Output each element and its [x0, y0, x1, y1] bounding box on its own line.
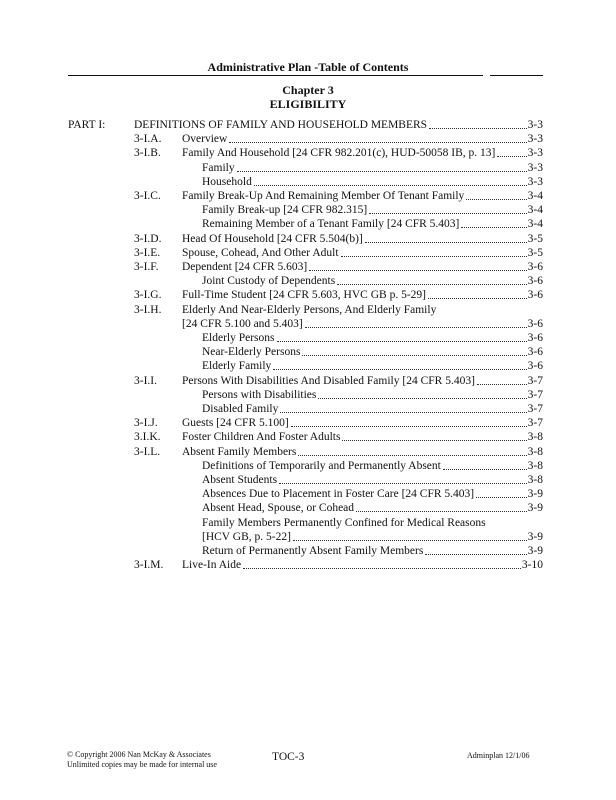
dot-leader [273, 369, 526, 370]
toc-entry[interactable] [202, 459, 543, 473]
toc-entry-page: 3-3 [527, 119, 543, 131]
toc-entry[interactable] [182, 189, 543, 203]
footer-copyright: © Copyright 2006 Nan McKay & Associates [67, 750, 211, 759]
toc-entry-title: Absent Head, Spouse, or Cohead [202, 502, 355, 515]
dot-leader [302, 355, 526, 356]
dot-leader [280, 412, 526, 413]
toc-entry[interactable] [202, 516, 543, 530]
toc-entry-page: 3-8 [527, 431, 543, 444]
dot-leader [293, 540, 527, 541]
toc-entry-title: Elderly Family [202, 360, 272, 373]
toc-entry-title: Guests [24 CFR 5.100] [182, 417, 289, 430]
toc-entry-title: Remaining Member of a Tenant Family [24 CFR 5.403] [202, 218, 460, 231]
toc-entry-title: Elderly And Near-Elderly Persons, And Elderly Family [182, 303, 437, 316]
toc-entry[interactable] [202, 161, 543, 175]
toc-entry-title: Foster Children And Foster Adults [182, 431, 341, 444]
dot-leader [356, 511, 527, 512]
toc-entry-title: Absences Due to Placement in Foster Care [24 CFR 5.403] [202, 488, 475, 501]
toc-entry-code: 3-I.C. [134, 190, 161, 202]
dot-leader [305, 327, 527, 328]
toc-entry-code: 3-I.B. [134, 147, 161, 160]
footer-page-number: TOC-3 [272, 751, 305, 763]
toc-entry[interactable] [202, 473, 543, 487]
toc-entry-title: Joint Custody of Dependents [202, 275, 336, 288]
toc-entry[interactable] [202, 530, 543, 544]
footer-note: Unlimited copies may be made for internal use [67, 760, 217, 769]
toc-entry-page: 3-3 [527, 161, 543, 174]
toc-entry-title: [24 CFR 5.100 and 5.403] [182, 317, 303, 330]
toc-entry-code: 3-I.F. [134, 261, 159, 273]
toc-entry-page: 3-7 [527, 403, 543, 415]
toc-entry[interactable] [202, 388, 543, 402]
toc-entry[interactable] [182, 558, 543, 572]
toc-entry-page: 3-4 [527, 190, 543, 202]
toc-entry-page: 3-5 [527, 246, 543, 259]
toc-entry-page: 3-6 [527, 317, 543, 330]
toc-entry-page: 3-9 [527, 545, 543, 557]
part-label: PART I: [68, 119, 106, 131]
dot-leader [237, 171, 527, 172]
toc-entry[interactable] [202, 501, 543, 515]
toc-entry-title: Absent Family Members [182, 445, 297, 458]
toc-entry-page: 3-4 [527, 218, 543, 231]
dot-leader [342, 440, 526, 441]
dot-leader [428, 298, 527, 299]
toc-entry-page: 3-6 [527, 289, 543, 302]
dot-leader [337, 284, 526, 285]
dot-leader [298, 455, 526, 456]
toc-entry-page: 3-4 [527, 204, 543, 217]
toc-entry-title: Disabled Family [202, 403, 279, 415]
toc-entry-page: 3-8 [527, 474, 543, 486]
toc-entry-page: 3-9 [527, 502, 543, 515]
toc-entry-title: DEFINITIONS OF FAMILY AND HOUSEHOLD MEMBERS [134, 119, 428, 131]
toc-entry-title: Full-Time Student [24 CFR 5.603, HVC GB p. 5-29] [182, 289, 426, 302]
dot-leader [318, 398, 526, 399]
toc-entry-code: 3-I.L. [134, 445, 161, 458]
dot-leader [341, 256, 527, 257]
toc-entry-title: Near-Elderly Persons [202, 346, 301, 359]
toc-entry-code: 3.I.K. [134, 431, 161, 444]
toc-entry-code: 3-I.G. [134, 289, 162, 302]
toc-entry[interactable] [182, 445, 543, 459]
dot-leader [461, 227, 526, 228]
toc-entry-page: 3-9 [527, 488, 543, 501]
toc-entry-page: 3-7 [527, 388, 543, 401]
toc-entry-title: Family Break-up [24 CFR 982.315] [202, 204, 368, 217]
toc-entry-code: 3-I.D. [134, 232, 162, 245]
header-rule-short [490, 75, 543, 76]
toc-entry-page: 3-8 [527, 445, 543, 458]
toc-entry-page: 3-5 [527, 232, 543, 245]
toc-entry-title: Family And Household [24 CFR 982.201(c), HUD-50058 IB, p. 13] [182, 147, 496, 160]
dot-leader [443, 469, 527, 470]
toc-entry[interactable] [202, 274, 543, 288]
dot-leader [466, 199, 526, 200]
toc-entry-page: 3-10 [521, 559, 543, 572]
toc-entry-page: 3-6 [527, 332, 543, 344]
toc-entry[interactable] [182, 146, 543, 160]
toc-entry[interactable] [202, 203, 543, 217]
toc-entry-title: Return of Permanently Absent Family Members [202, 545, 424, 557]
toc-entry[interactable] [202, 359, 543, 373]
toc-entry-page: 3-6 [527, 346, 543, 359]
document-header: Administrative Plan -Table of Contents [207, 60, 409, 74]
toc-entry[interactable] [182, 374, 543, 388]
toc-entry[interactable] [182, 303, 543, 317]
toc-entry-title: Definitions of Temporarily and Permanently Absent [202, 459, 441, 472]
dot-leader [369, 213, 527, 214]
dot-leader [476, 497, 527, 498]
toc-entry-code: 3-I.E. [134, 246, 161, 259]
toc-entry-code: 3-I.H. [134, 303, 162, 316]
dot-leader [291, 426, 527, 427]
header-rule [68, 75, 483, 76]
dot-leader [279, 483, 527, 484]
dot-leader [309, 270, 526, 271]
toc-entry-code: 3-I.A. [134, 133, 162, 146]
dot-leader [243, 568, 521, 569]
dot-leader [429, 128, 527, 129]
toc-entry[interactable] [182, 132, 543, 146]
dot-leader [277, 341, 527, 342]
toc-entry-title: Absent Students [202, 474, 278, 486]
toc-entry[interactable] [202, 175, 543, 189]
toc-entry[interactable] [182, 317, 543, 331]
toc-entry[interactable] [202, 487, 543, 501]
footer-version: Adminplan 12/1/06 [467, 751, 530, 760]
dot-leader [477, 384, 527, 385]
dot-leader [229, 142, 526, 143]
toc-entry-page: 3-3 [527, 175, 543, 188]
toc-entry-title: Live-In Aide [182, 559, 242, 572]
toc-entry-title: Head Of Household [24 CFR 5.504(b)] [182, 232, 363, 245]
toc-entry-title: Overview [182, 133, 228, 146]
toc-entry[interactable] [202, 331, 543, 345]
toc-entry-title: [HCV GB, p. 5-22] [202, 530, 291, 543]
dot-leader [254, 185, 527, 186]
chapter-title: ELIGIBILITY [269, 97, 347, 111]
toc-entry[interactable] [202, 345, 543, 359]
toc-entry[interactable] [202, 402, 543, 416]
chapter-number: Chapter 3 [282, 83, 334, 97]
toc-entry-title: Dependent [24 CFR 5.603] [182, 261, 308, 273]
toc-entry-page: 3-7 [527, 417, 543, 430]
toc-entry-page: 3-3 [527, 133, 543, 146]
toc-entry[interactable] [182, 416, 543, 430]
toc-entry-page: 3-6 [527, 360, 543, 373]
toc-entry-page: 3-6 [527, 275, 543, 288]
toc-entry-page: 3-9 [527, 530, 543, 543]
toc-entry-title: Household [202, 175, 252, 188]
toc-entry-page: 3-7 [527, 374, 543, 387]
toc-entry-title: Persons with Disabilities [202, 388, 317, 401]
toc-entry-code: 3-I.I. [134, 374, 157, 387]
toc-entry[interactable] [182, 260, 543, 274]
toc-entry-page: 3-3 [527, 147, 543, 160]
toc-entry-code: 3-I.J. [134, 417, 158, 430]
toc-entry[interactable] [182, 246, 543, 260]
toc-entry[interactable] [134, 118, 543, 132]
toc-entry-title: Family Members Permanently Confined for Medical Reasons [202, 516, 486, 529]
toc-entry-title: Family [202, 161, 235, 174]
dot-leader [497, 156, 526, 157]
toc-entry[interactable] [182, 430, 543, 444]
toc-entry[interactable] [182, 232, 543, 246]
toc-entry-page: 3-8 [527, 459, 543, 472]
toc-entry-code: 3-I.M. [134, 559, 164, 572]
toc-entry[interactable] [202, 217, 543, 231]
toc-entry[interactable] [202, 544, 543, 558]
toc-entry-page: 3-6 [527, 261, 543, 273]
dot-leader [425, 554, 526, 555]
toc-entry[interactable] [182, 288, 543, 302]
toc-entry-title: Spouse, Cohead, And Other Adult [182, 246, 339, 259]
toc-entry-title: Persons With Disabilities And Disabled Family [24 CFR 5.403] [182, 374, 475, 387]
toc-entry-title: Elderly Persons [202, 332, 275, 344]
dot-leader [365, 242, 527, 243]
toc-entry-title: Family Break-Up And Remaining Member Of Tenant Family [182, 190, 465, 202]
